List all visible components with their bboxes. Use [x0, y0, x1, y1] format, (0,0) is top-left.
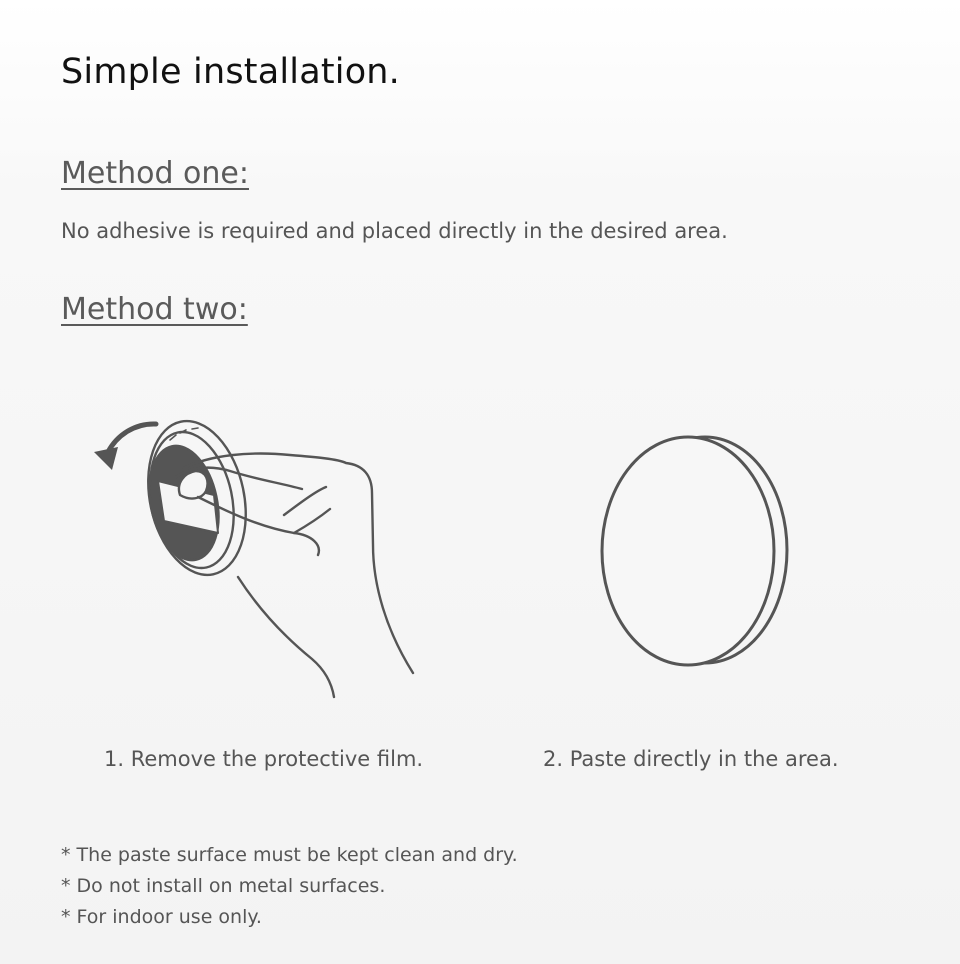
hand-outline	[184, 454, 413, 673]
remove-film-illustration	[80, 405, 430, 705]
method-one-description: No adhesive is required and placed directly in the desired area.	[61, 219, 728, 243]
page-title: Simple installation.	[61, 52, 401, 92]
notes-list	[61, 840, 518, 933]
adhesive-disc-illustration	[585, 428, 800, 673]
step-two-caption: 2. Paste directly in the area.	[543, 747, 839, 771]
note-item: * Do not install on metal surfaces.	[61, 875, 386, 897]
step-one-caption: 1. Remove the protective film.	[104, 747, 424, 771]
method-two-heading: Method two:	[61, 292, 248, 327]
note-item: * The paste surface must be kept clean and dry.	[61, 844, 518, 866]
disc-front-face	[602, 437, 774, 665]
note-item: * For indoor use only.	[61, 906, 262, 928]
method-one-heading: Method one:	[61, 156, 249, 191]
